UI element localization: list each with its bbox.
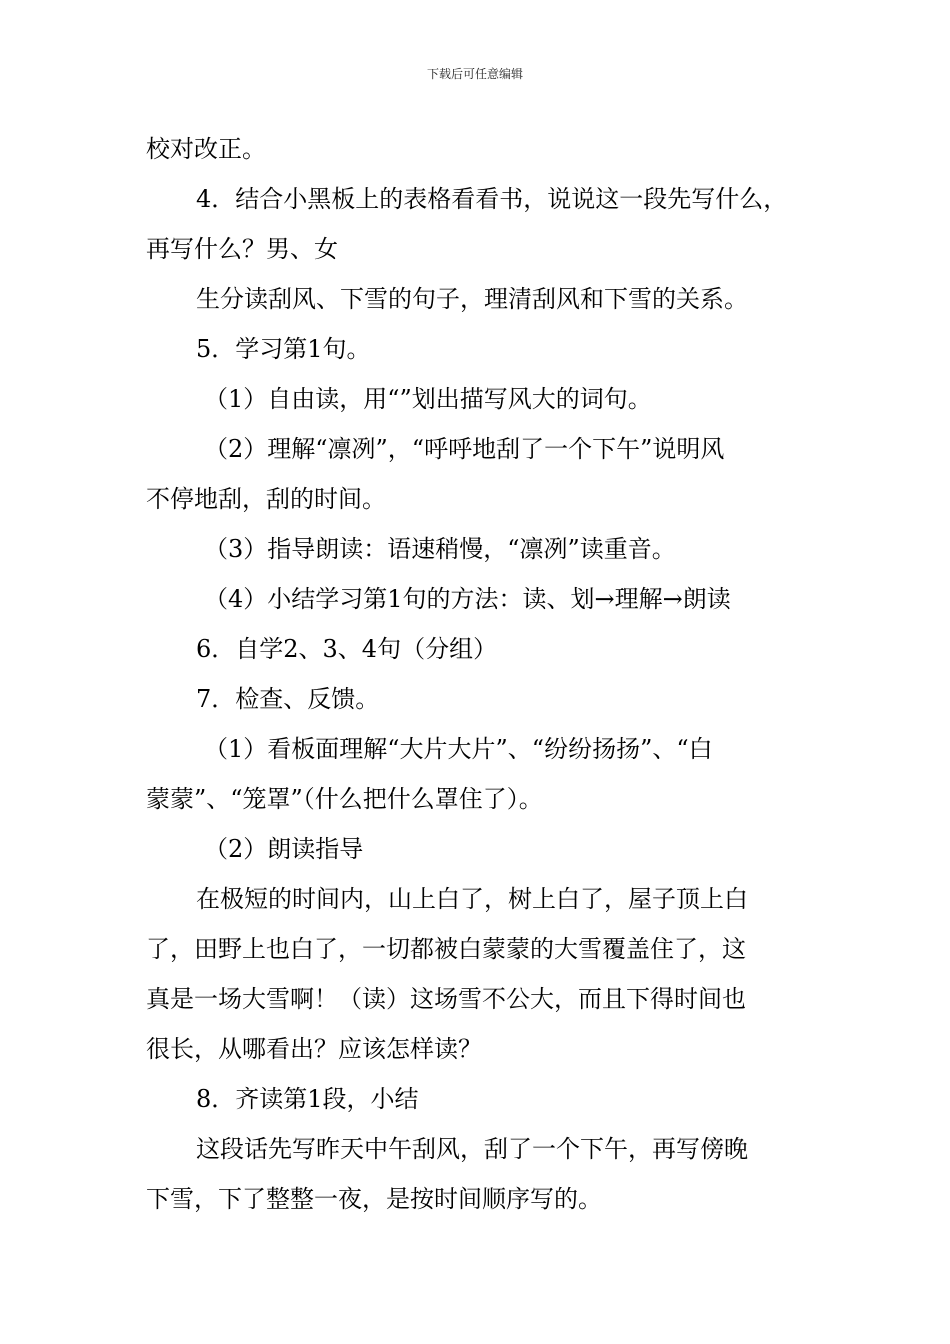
text-line: 8．齐读第1段，小结 — [196, 1085, 419, 1113]
document-body — [146, 124, 816, 1224]
text-line: （2）朗读指导 — [204, 835, 364, 863]
text-line: （3）指导朗读：语速稍慢，“凛冽”读重音。 — [204, 535, 676, 563]
text-line: 真是一场大雪啊！（读）这场雪不公大，而且下得时间也 — [146, 985, 746, 1013]
page-header: 下载后可任意编辑 — [426, 67, 523, 81]
text-line: 4．结合小黑板上的表格看看书，说说这一段先写什么， — [196, 185, 788, 213]
text-line: 很长，从哪看出？应该怎样读？ — [146, 1035, 482, 1063]
text-line: 5．学习第1句。 — [196, 335, 371, 363]
text-line: 不停地刮，刮的时间。 — [146, 485, 386, 513]
text-line: 7．检查、反馈。 — [196, 685, 380, 713]
text-line: （1）看板面理解“大片大片”、“纷纷扬扬”、“白 — [204, 735, 713, 763]
text-line: 了，田野上也白了，一切都被白蒙蒙的大雪覆盖住了，这 — [146, 935, 746, 963]
text-line: 蒙蒙”、“笼罩”（什么把什么罩住了）。 — [146, 785, 543, 813]
text-line: 下雪，下了整整一夜，是按时间顺序写的。 — [146, 1185, 602, 1213]
text-line: 再写什么？男、女 — [146, 235, 338, 263]
text-line: 校对改正。 — [146, 135, 266, 163]
text-line: （2）理解“凛冽”，“呼呼地刮了一个下午”说明风 — [204, 435, 725, 463]
text-line: 在极短的时间内，山上白了，树上白了，屋子顶上白 — [196, 885, 748, 913]
text-line: 6．自学2、3、4句（分组） — [196, 635, 498, 663]
text-line: （1）自由读，用“”划出描写风大的词句。 — [204, 385, 652, 413]
text-line: 生分读刮风、下雪的句子，理清刮风和下雪的关系。 — [196, 285, 748, 313]
text-line: 这段话先写昨天中午刮风，刮了一个下午，再写傍晚 — [196, 1135, 748, 1163]
text-line: （4）小结学习第1句的方法：读、划→理解→朗读 — [204, 585, 731, 613]
